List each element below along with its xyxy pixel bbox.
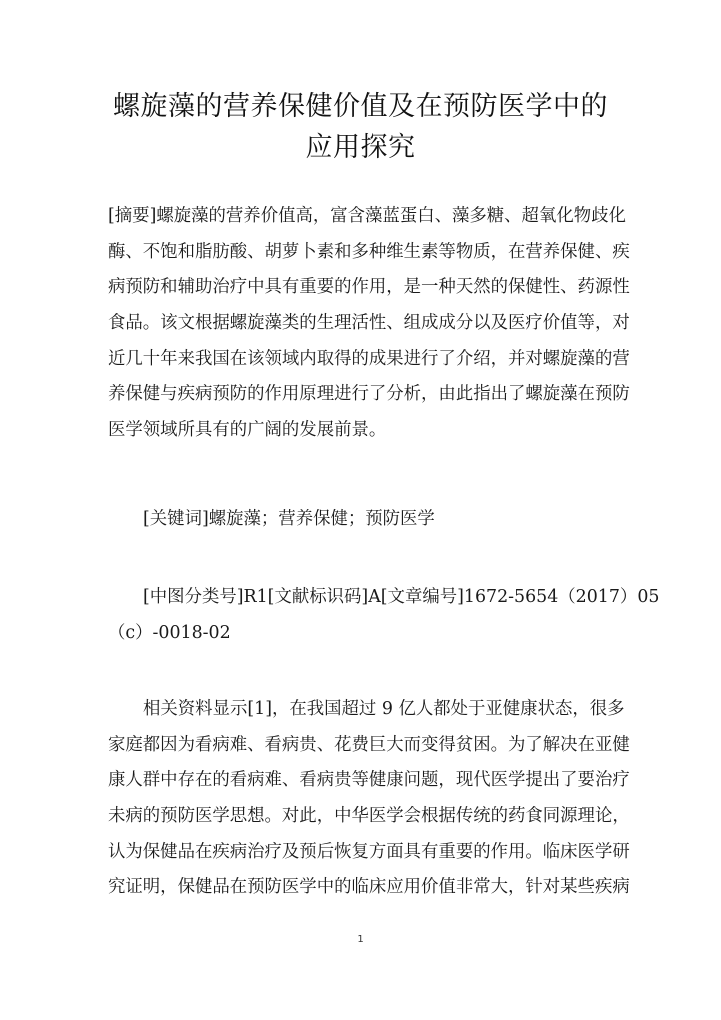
keywords-line: [关键词]螺旋藻；营养保健；预防医学: [143, 509, 435, 529]
body-line: 认为保健品在疾病治疗及预后恢复方面具有重要的作用。临床医学研: [108, 841, 630, 862]
body-line: 家庭都因为看病难、看病贵、花费巨大而变得贫困。为了解决在亚健: [108, 734, 630, 755]
abstract-line: 养保健与疾病预防的作用原理进行了分析，由此指出了螺旋藻在预防: [108, 384, 630, 405]
title-line-1: 螺旋藻的营养保健价值及在预防医学中的: [113, 91, 608, 122]
classification-line: （c）-0018-02: [108, 622, 231, 643]
body-line: 究证明，保健品在预防医学中的临床应用价值非常大，针对某些疾病: [108, 877, 630, 898]
abstract-line: 病预防和辅助治疗中具有重要的作用，是一种天然的保健性、药源性: [108, 277, 630, 298]
abstract-line: 近几十年来我国在该领域内取得的成果进行了介绍，并对螺旋藻的营: [108, 348, 630, 369]
body-line: 相关资料显示[1]，在我国超过 9 亿人都处于亚健康状态，很多: [143, 699, 625, 719]
body-paragraph: [108, 692, 630, 906]
body-line: 未病的预防医学思想。对此，中华医学会根据传统的药食同源理论，: [108, 806, 630, 827]
document-title: [108, 86, 613, 168]
body-line: 康人群中存在的看病难、看病贵等健康问题，现代医学提出了要治疗: [108, 770, 630, 791]
abstract-line: 食品。该文根据螺旋藻类的生理活性、组成成分以及医疗价值等，对: [108, 313, 630, 334]
classification-line: [中图分类号]R1[文献标识码]A[文章编号]1672-5654（2017）05: [143, 587, 660, 607]
abstract-line: 酶、不饱和脂肪酸、胡萝卜素和多种维生素等物质，在营养保健、疾: [108, 241, 630, 262]
keywords-paragraph: [108, 502, 613, 538]
classification-paragraph: [108, 580, 660, 651]
abstract-line: 医学领域所具有的广阔的发展前景。: [108, 420, 387, 441]
page-number: 1: [357, 934, 364, 945]
abstract-paragraph: [108, 199, 630, 449]
abstract-line: [摘要]螺旋藻的营养价值高，富含藻蓝蛋白、藻多糖、超氧化物歧化: [108, 206, 626, 226]
title-line-2: 应用探究: [305, 132, 416, 163]
